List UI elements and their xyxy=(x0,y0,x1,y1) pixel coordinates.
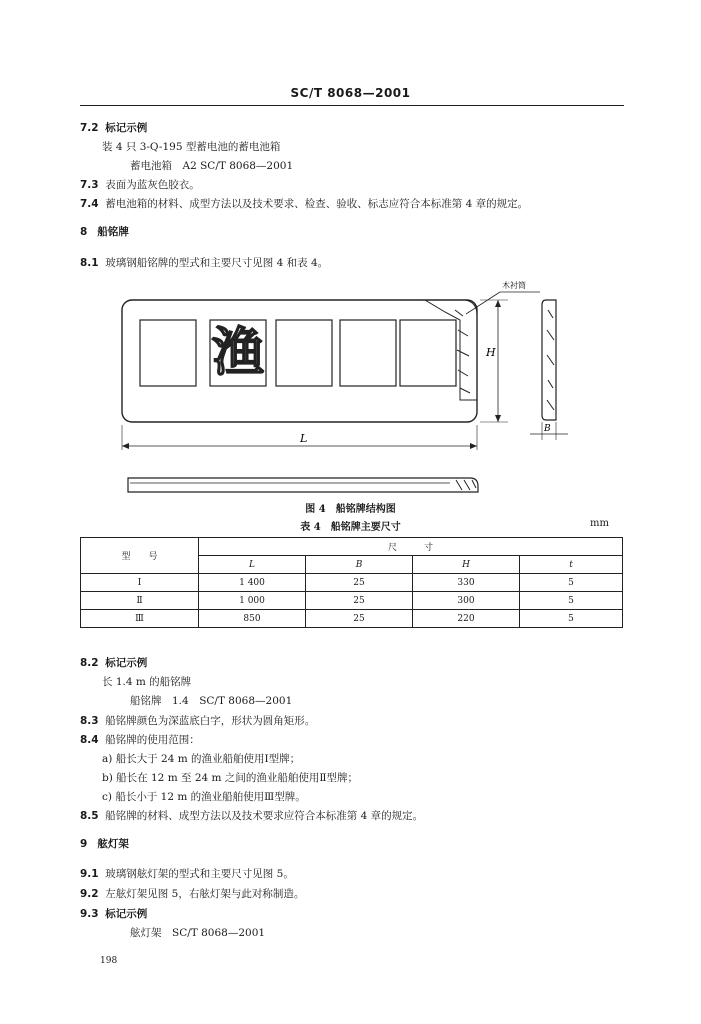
section-number: 7.2 xyxy=(80,122,99,134)
section-number: 8.5 xyxy=(80,810,99,822)
table-row xyxy=(81,574,623,592)
dimension-label-h: H xyxy=(486,346,496,359)
page-header: SC/T 8068—2001 xyxy=(290,86,411,100)
cell-l: 850 xyxy=(199,610,306,628)
section-title: 舷灯架 xyxy=(97,838,129,850)
section-8-4-heading xyxy=(80,732,200,747)
cell-l: 1 400 xyxy=(199,574,306,592)
section-title: 标记示例 xyxy=(105,657,148,669)
cell-type: Ⅲ xyxy=(81,610,199,628)
figure-4-caption: 图 4 船铭牌结构图 xyxy=(305,504,396,515)
section-text: 蓄电池箱的材料、成型方法以及技术要求、检查、验收、标志应符合本标准第 4 章的规定。 xyxy=(105,198,529,210)
table-4 xyxy=(80,537,623,628)
section-text: 船铭牌的材料、成型方法以及技术要求应符合本标准第 4 章的规定。 xyxy=(105,810,424,822)
table-row xyxy=(81,592,623,610)
section-number: 9.1 xyxy=(80,868,99,880)
dimension-label-l: L xyxy=(300,432,308,445)
cell-b: 25 xyxy=(306,610,413,628)
table-4-caption: 表 4 船铭牌主要尺寸 xyxy=(300,522,401,533)
section-7-2-heading xyxy=(80,120,147,135)
section-title: 标记示例 xyxy=(105,122,148,134)
section-7-4 xyxy=(80,196,528,211)
section-number: 8.2 xyxy=(80,657,99,669)
cell-l: 1 000 xyxy=(199,592,306,610)
cell-b: 25 xyxy=(306,574,413,592)
cell-t: 5 xyxy=(520,610,623,628)
nameplate-side-view xyxy=(530,300,568,440)
cell-type: Ⅱ xyxy=(81,592,199,610)
section-number: 8 xyxy=(80,226,88,238)
section-7-2-line2: 蓄电池箱 A2 SC/T 8068—2001 xyxy=(130,160,294,172)
section-8-2-line1: 长 1.4 m 的船铭牌 xyxy=(102,676,192,688)
section-number: 8.1 xyxy=(80,257,99,269)
section-title: 标记示例 xyxy=(105,908,148,920)
table-4-unit: mm xyxy=(590,518,609,529)
section-number: 9.2 xyxy=(80,888,99,900)
cell-type: Ⅰ xyxy=(81,574,199,592)
section-text: 左舷灯架见图 5，右舷灯架与此对称制造。 xyxy=(105,888,305,900)
plate-character: 渔 xyxy=(211,322,265,383)
page-number: 198 xyxy=(100,956,118,966)
section-title: 船铭牌的使用范围： xyxy=(105,734,200,746)
header-dimensions: 尺 寸 xyxy=(199,538,623,556)
wood-lining-label: 木衬筒 xyxy=(502,281,526,290)
section-8-2-heading xyxy=(80,655,147,670)
cell-t: 5 xyxy=(520,592,623,610)
section-8-2-line2: 船铭牌 1.4 SC/T 8068—2001 xyxy=(130,695,293,707)
cell-b: 25 xyxy=(306,592,413,610)
nameplate-front-view xyxy=(122,300,477,422)
header-rule xyxy=(80,105,624,106)
section-number: 8.4 xyxy=(80,734,99,746)
section-number: 8.3 xyxy=(80,715,99,727)
section-title: 船铭牌 xyxy=(97,226,129,238)
col-b: B xyxy=(306,556,413,574)
list-item: b) 船长在 12 m 至 24 m 之间的渔业船舶使用Ⅱ型牌； xyxy=(102,772,358,784)
list-item: c) 船长小于 12 m 的渔业船舶使用Ⅲ型牌。 xyxy=(102,791,306,803)
table-header-row xyxy=(81,538,623,556)
section-7-3 xyxy=(80,177,200,192)
section-number: 7.3 xyxy=(80,179,99,191)
col-h: H xyxy=(413,556,520,574)
section-8-1 xyxy=(80,255,328,270)
section-text: 船铭牌颜色为深蓝底白字，形状为圆角矩形。 xyxy=(105,715,316,727)
section-text: 表面为蓝灰色胶衣。 xyxy=(105,179,200,191)
section-number: 7.4 xyxy=(80,198,99,210)
cell-h: 330 xyxy=(413,574,520,592)
section-9-heading xyxy=(80,836,129,851)
section-number: 9 xyxy=(80,838,88,850)
dimension-label-b: B xyxy=(544,424,551,434)
table-row xyxy=(81,610,623,628)
section-text: 玻璃钢船铭牌的型式和主要尺寸见图 4 和表 4。 xyxy=(105,257,329,269)
list-item: a) 船长大于 24 m 的渔业船舶使用Ⅰ型牌； xyxy=(102,753,301,765)
section-9-2 xyxy=(80,886,304,901)
nameplate-bottom-view xyxy=(128,478,478,492)
figure-4-drawing xyxy=(100,270,600,500)
section-text: 玻璃钢舷灯架的型式和主要尺寸见图 5。 xyxy=(105,868,294,880)
col-l: L xyxy=(199,556,306,574)
cell-h: 220 xyxy=(413,610,520,628)
section-8-heading xyxy=(80,224,129,239)
cell-h: 300 xyxy=(413,592,520,610)
header-type: 型 号 xyxy=(81,538,199,574)
section-8-3 xyxy=(80,713,315,728)
section-7-2-line1: 装 4 只 3-Q-195 型蓄电池的蓄电池箱 xyxy=(102,141,281,153)
section-9-1 xyxy=(80,866,294,881)
section-9-3-heading xyxy=(80,906,147,921)
section-9-3-line1: 舷灯架 SC/T 8068—2001 xyxy=(130,927,266,939)
section-number: 9.3 xyxy=(80,908,99,920)
section-8-5 xyxy=(80,808,423,823)
col-t: t xyxy=(520,556,623,574)
cell-t: 5 xyxy=(520,574,623,592)
